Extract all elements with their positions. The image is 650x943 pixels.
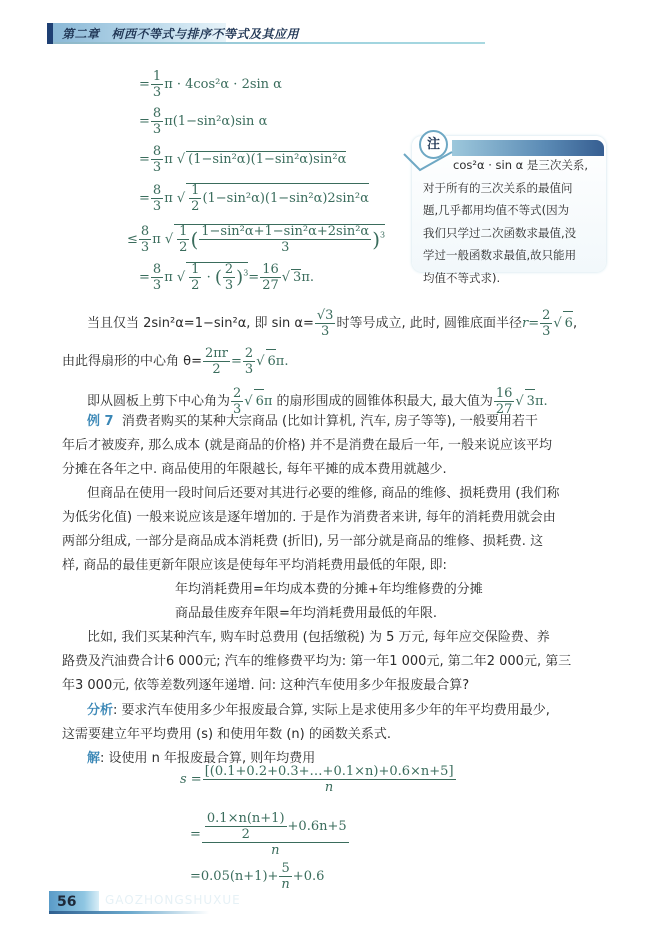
example-7-line-10: 年3 000元, 依等差数列逐年递增. 问: 这种汽车使用多少年报废最合算? <box>62 678 470 693</box>
solution-equation-1: s = $\frac{[(0.1+0.2+0.3+\dots+0.1\times n)+0.6\times n+5]}{n}$ <box>180 764 454 795</box>
footer-watermark: GAOZHONGSHUXUE <box>105 893 241 907</box>
example-7-line-1: 例 7 消费者购买的某种大宗商品 (比如计算机, 汽车, 房子等等), 一般要用若干 <box>87 414 538 429</box>
example-7-line-6: 两部分组成, 一部分是商品成本消耗费 (折旧), 另一部分就是商品的维修、损耗费. 这 <box>62 534 544 549</box>
solution-line-1: 解: 设使用 n 年报废最合算, 则年均费用 <box>87 751 316 766</box>
derivation-line-1: = $\frac{1}{3}$ π · 4cos²α · 2sin α <box>139 69 282 100</box>
example-7-line-8: 比如, 我们买某种汽车, 购车时总费用 (包括缴税) 为 5 万元, 每年应交保险费、养 <box>87 630 550 645</box>
page-number: 56 <box>57 894 77 910</box>
example-7-line-7: 样, 商品的最佳更新年限应该是使每年平均消耗费用最低的年限, 即: <box>62 558 447 573</box>
solution-equation-2: = $\frac{0.1\times n(n+1)}{2}$ +0.6n+5 n <box>190 811 347 858</box>
analysis-line-2: 这需要建立年平均费用 (s) 和使用年数 (n) 的函数关系式. <box>62 727 391 742</box>
example-7-line-2: 年后才被废弃, 那么成本 (就是商品的价格) 并不是消费在最后一年, 一般来说应该平均 <box>62 438 552 453</box>
solution-equation-3: =0.05(n+1)+ $\frac{5}{n}$ +0.6 <box>190 861 325 892</box>
conclusion-line: 即从圆板上剪下中心角为 $\frac{2}{3}$ √ 6π 的扇形围成的圆锥体积最大, 最大值为 $\frac{16}{27}$ √ 3π. <box>87 386 548 417</box>
analysis-label: 分析 <box>87 703 114 718</box>
example-7-line-5: 为低劣化值) 一般来说应该是逐年增加的. 于是作为消费者来讲, 每年的消耗费用就会由 <box>62 510 556 525</box>
example-label: 例 7 <box>87 414 114 429</box>
chapter-title: 柯西不等式与排序不等式及其应用 <box>111 27 300 41</box>
note-text: cos²α · sin α 是三次关系, 对于所有的三次关系的最值问 题,几乎都用均值不等式(因为 我们只学过二次函数求最值,没 学过一般函数求最值,故只能用 均值不等式求). <box>423 158 589 285</box>
derivation-line-3: = $\frac{8}{3}$ π √ (1−sin²α)(1−sin²α)sin²α <box>139 144 347 175</box>
equality-condition-paragraph: 当且仅当 2sin²α=1−sin²α, 即 sin α= $\frac{√3}{3}$ 时等号成立, 此时, 圆锥底面半径r= $\frac{2}{3}$ √ 6, <box>87 308 578 339</box>
central-angle-line: 由此得扇形的中心角 θ= $\frac{2\pi r}{2}$ = $\frac{2}{3}$ √ 6π. <box>62 346 289 377</box>
formula-best-scrap-year: 商品最佳废弃年限=年均消耗费用最低的年限. <box>175 606 438 621</box>
header-rule <box>53 42 485 44</box>
formula-average-cost: 年均消耗费用=年均成本费的分摊+年均维修费的分摊 <box>175 582 483 597</box>
derivation-line-2: = $\frac{8}{3}$ π(1−sin²α)sin α <box>139 106 268 137</box>
solution-label: 解 <box>87 751 101 766</box>
example-7-line-4: 但商品在使用一段时间后还要对其进行必要的维修, 商品的维修、损耗费用 (我们称 <box>87 486 560 501</box>
chapter-header <box>62 25 299 42</box>
chapter-number: 第二章 <box>62 27 100 41</box>
derivation-line-5: ≤ $\frac{8}{3}$ π √ $\frac{1}{2}$ ( $\frac{\text{1−sin²α+1−sin²α+2sin²α}}{3}$ )$^3$ <box>127 224 386 255</box>
example-7-line-3: 分摊在各年之中. 商品使用的年限越长, 每年平摊的成本费用就越少. <box>62 462 447 477</box>
footer-rule <box>49 911 209 914</box>
analysis-line-1: 分析: 要求汽车使用多少年报废最合算, 实际上是求使用多少年的年平均费用最少, <box>87 703 550 718</box>
note-badge: 注 <box>419 130 448 159</box>
example-7-line-9: 路费及汽油费合计6 000元; 汽车的维修费平均为: 第一年1 000元, 第二年2 000元, 第三 <box>62 654 572 669</box>
derivation-line-6: = $\frac{8}{3}$ π √ $\frac{1}{2}$ · ( $\frac{2}{3}$ )$^3$= $\frac{16}{27}$ √ 3π. <box>139 262 315 293</box>
derivation-line-4: = $\frac{8}{3}$ π √ $\frac{1}{2}$ (1−sin²α)(1−sin²α)2sin²α <box>139 183 369 214</box>
